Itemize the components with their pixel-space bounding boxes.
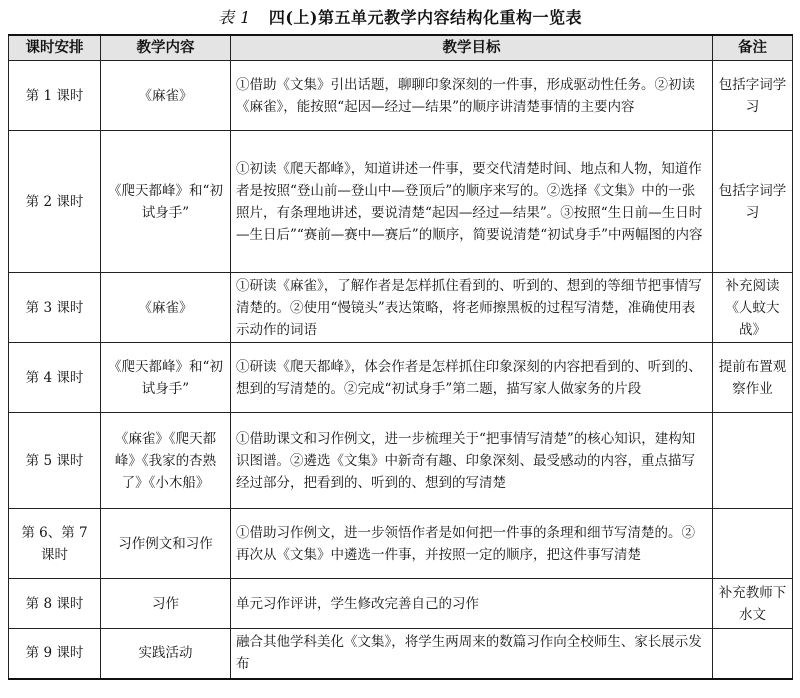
table-row [9, 629, 793, 679]
header-row [9, 35, 793, 61]
lesson-plan-table [8, 34, 793, 680]
goal-cell: ①借助习作例文，进一步领悟作者是如何把一件事的条理和细节写清楚的。②再次从《文集》中遴选一件事，并按照一定的顺序，把这件事写清楚 [231, 509, 713, 579]
content-cell: 《麻雀》 [101, 273, 231, 343]
table-row [9, 131, 793, 273]
table-row [9, 273, 793, 343]
goal-cell: ①初读《爬天都峰》，知道讲述一件事，要交代清楚时间、地点和人物，知道作者是按照“登山前—登山中—登顶后”的顺序来写的。②选择《文集》中的一张照片，有条理地讲述，要说清楚“起因—经过—结果”。③按照“生日前—生日时—生日后”“赛前—赛中—赛后”的顺序，简要说清楚“初试身手”中两幅图的内容 [231, 131, 713, 273]
table-row [9, 579, 793, 629]
table-row [9, 509, 793, 579]
period-cell: 第 8 课时 [9, 579, 101, 629]
note-cell [713, 413, 793, 509]
period-cell: 第 5 课时 [9, 413, 101, 509]
caption-title: 四(上)第五单元教学内容结构化重构一览表 [268, 8, 582, 27]
header-period: 课时安排 [9, 35, 101, 61]
note-cell: 包括字词学习 [713, 61, 793, 131]
goal-cell: ①研读《爬天都峰》，体会作者是怎样抓住印象深刻的内容把看到的、听到的、想到的写清楚的。②完成“初试身手”第二题，描写家人做家务的片段 [231, 343, 713, 413]
note-cell: 补充阅读《人蚊大战》 [713, 273, 793, 343]
goal-cell: ①借助《文集》引出话题，聊聊印象深刻的一件事，形成驱动性任务。②初读《麻雀》，能按照“起因—经过—结果”的顺序讲清楚事情的主要内容 [231, 61, 713, 131]
period-cell: 第 1 课时 [9, 61, 101, 131]
period-cell: 第 4 课时 [9, 343, 101, 413]
goal-cell: ①研读《麻雀》，了解作者是怎样抓住看到的、听到的、想到的等细节把事情写清楚的。②使用“慢镜头”表达策略，将老师擦黑板的过程写清楚，准确使用表示动作的词语 [231, 273, 713, 343]
period-cell: 第 6、第 7 课时 [9, 509, 101, 579]
header-note: 备注 [713, 35, 793, 61]
caption-number: 表 1 [218, 8, 251, 27]
period-cell: 第 2 课时 [9, 131, 101, 273]
table-row [9, 61, 793, 131]
header-content: 教学内容 [101, 35, 231, 61]
content-cell: 《爬天都峰》和“初试身手” [101, 343, 231, 413]
goal-cell: 单元习作评讲，学生修改完善自己的习作 [231, 579, 713, 629]
note-cell [713, 629, 793, 679]
content-cell: 实践活动 [101, 629, 231, 679]
content-cell: 《麻雀》《爬天都峰》《我家的杏熟了》《小木船》 [101, 413, 231, 509]
note-cell [713, 509, 793, 579]
goal-cell: ①借助课文和习作例文，进一步梳理关于“把事情写清楚”的核心知识，建构知识图谱。②遴选《文集》中新奇有趣、印象深刻、最受感动的内容，重点描写经过部分，把看到的、听到的、想到的写清楚 [231, 413, 713, 509]
content-cell: 《麻雀》 [101, 61, 231, 131]
content-cell: 习作例文和习作 [101, 509, 231, 579]
table-row [9, 343, 793, 413]
period-cell: 第 9 课时 [9, 629, 101, 679]
content-cell: 《爬天都峰》和“初试身手” [101, 131, 231, 273]
table-row [9, 413, 793, 509]
table-caption [8, 8, 792, 34]
note-cell: 提前布置观察作业 [713, 343, 793, 413]
period-cell: 第 3 课时 [9, 273, 101, 343]
goal-cell: 融合其他学科美化《文集》，将学生两周来的数篇习作向全校师生、家长展示发布 [231, 629, 713, 679]
header-goal: 教学目标 [231, 35, 713, 61]
note-cell: 包括字词学习 [713, 131, 793, 273]
note-cell: 补充教师下水文 [713, 579, 793, 629]
content-cell: 习作 [101, 579, 231, 629]
